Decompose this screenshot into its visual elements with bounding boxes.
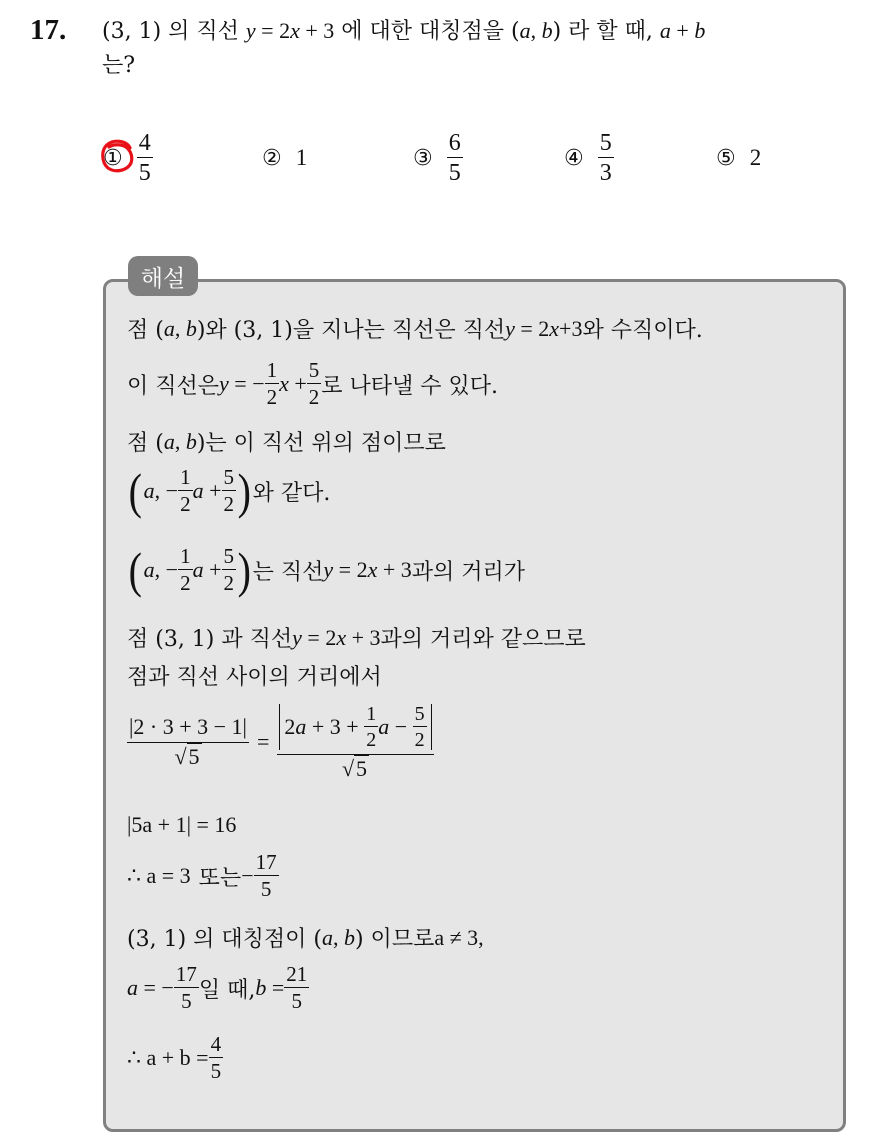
choice-marker: ④	[564, 145, 584, 171]
solution-line-1: 점 ( a, b )와 (3, 1)을 지나는 직선은 직선 y = 2x+3 와 수직이다.	[127, 315, 703, 343]
solution-line-11: (3, 1) 의 대칭점이 ( a, b ) 이므로 a ≠ 3,	[127, 924, 484, 952]
q-point: a, b	[519, 18, 553, 43]
solution-tag: 해설	[128, 256, 198, 296]
choice-2[interactable]	[262, 128, 307, 188]
q-text-part: (3, 1) 의 직선	[102, 19, 246, 44]
choice-marker: ②	[262, 145, 282, 171]
solution-line-10: ∴ a = 3 또는 − $\frac{17}{5}$	[127, 850, 277, 901]
q-target: a + b	[659, 18, 706, 43]
question-number: 17.	[30, 14, 67, 46]
solution-line-5: ( a, − $\frac{1}{2}$ a + $\frac{5}{2}$ ) 는 직선 y = 2x + 3 과의 거리가	[128, 542, 526, 598]
choice-marker: ⑤	[716, 145, 736, 171]
choice-value: 1	[295, 145, 308, 170]
solution-line-3: 점 ( a, b )는 이 직선 위의 점이므로	[127, 428, 446, 456]
solution-line-8: $\frac{|2 \cdot 3 + 3 - 1|}{√5}$ = 2 a + 3 + $\frac{1}{2}$ a − $\frac{5}{2}$ √5	[127, 704, 434, 780]
choice-5[interactable]	[716, 128, 761, 188]
choice-4[interactable]	[564, 128, 614, 188]
solution-line-6: 점 (3, 1) 과 직선 y = 2x + 3 과의 거리와 같으므로	[127, 624, 586, 652]
q-equation: y = 2x + 3	[245, 18, 335, 43]
q-text-part: ) 라 할 때,	[552, 19, 660, 44]
question-text	[102, 14, 872, 83]
choice-fraction: $\frac{6}{5}$	[448, 130, 461, 186]
choice-fraction: $\frac{4}{5}$	[138, 130, 151, 186]
solution-line-12: a = − $\frac{17}{5}$ 일 때, b = $\frac{21}{5}$	[127, 962, 308, 1013]
choice-marker: ③	[413, 145, 433, 171]
choice-value: 2	[749, 145, 762, 170]
q-text-part: 에 대한 대칭점을 (	[334, 19, 520, 44]
choice-1[interactable]	[103, 128, 153, 188]
solution-line-2: 이 직선은 y = − $\frac{1}{2}$ x + $\frac{5}{2}$ 로 나타낼 수 있다.	[127, 358, 499, 409]
choice-fraction: $\frac{5}{3}$	[599, 130, 612, 186]
solution-line-9: |5a + 1| = 16	[127, 812, 237, 837]
choice-marker: ①	[103, 146, 123, 171]
choice-3[interactable]	[413, 128, 463, 188]
solution-line-13: ∴ a + b = $\frac{4}{5}$	[127, 1032, 222, 1083]
solution-line-7: 점과 직선 사이의 거리에서	[127, 665, 382, 690]
selected-circle-icon	[97, 136, 137, 176]
q-text-line2: 는?	[102, 53, 136, 78]
solution-line-4: ( a, − $\frac{1}{2}$ a + $\frac{5}{2}$ ) 와 같다.	[128, 463, 331, 519]
